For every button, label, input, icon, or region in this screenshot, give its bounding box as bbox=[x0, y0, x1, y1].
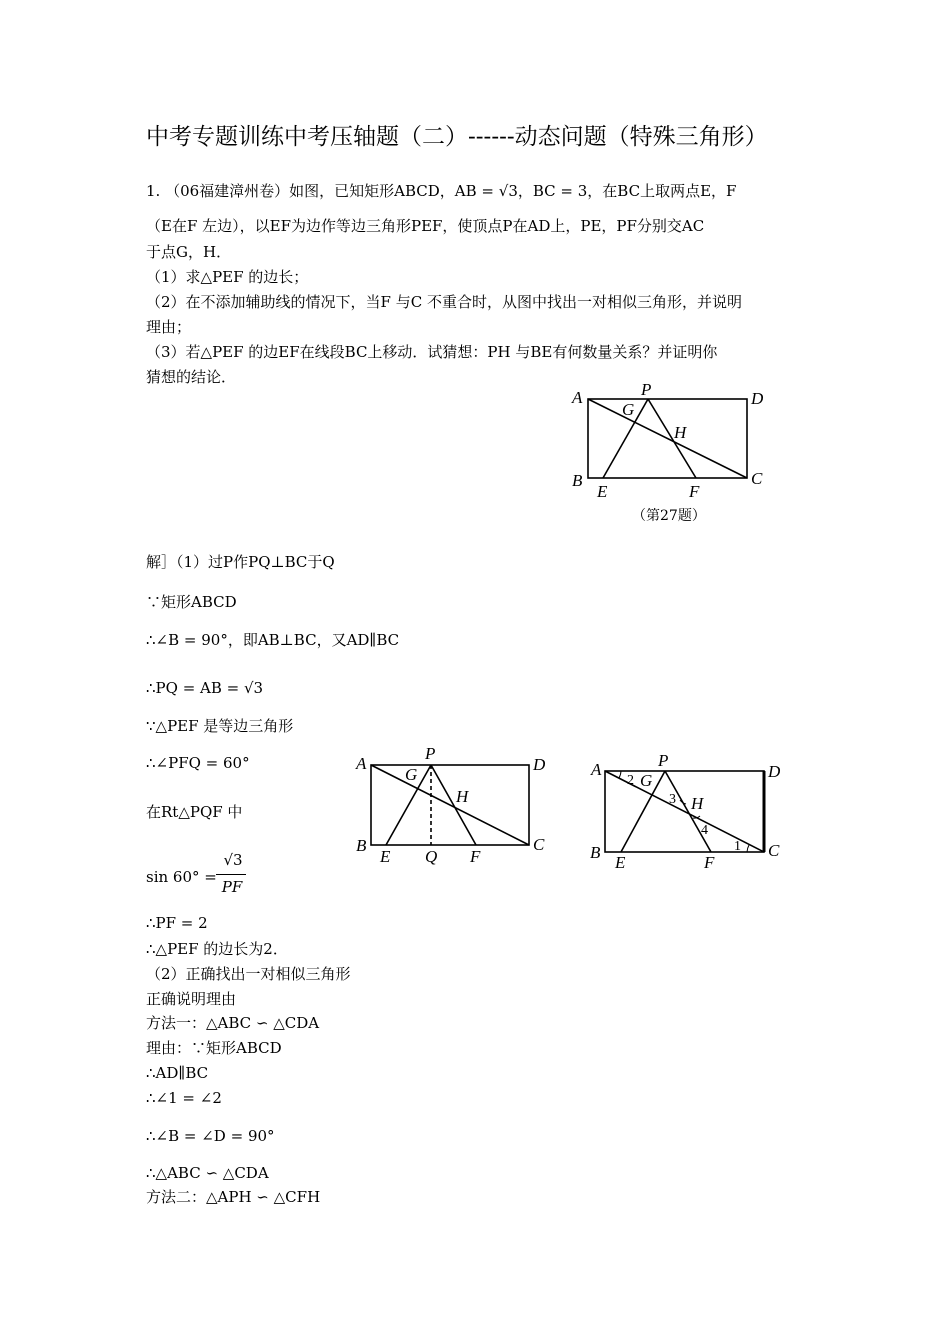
solution-line-18: ∴△ABC ∽ △CDA bbox=[146, 1164, 269, 1182]
fig2-label-p: P bbox=[425, 744, 436, 763]
solution-line-15: ∴AD∥BC bbox=[146, 1064, 209, 1082]
problem-line-7: （3）若△PEF 的边EF在线段BC上移动．试猜想：PH 与BE有何数量关系？并证明你 bbox=[146, 343, 718, 361]
solution-line-11: （2）正确找出一对相似三角形 bbox=[146, 965, 351, 983]
fig2-label-d: D bbox=[533, 755, 546, 774]
fig1-label-p: P bbox=[641, 380, 652, 399]
page-title: 中考专题训练中考压轴题（二）------动态问题（特殊三角形） bbox=[146, 124, 768, 150]
fig1-label-d: D bbox=[751, 389, 764, 408]
fig3-label-p: P bbox=[658, 751, 669, 770]
fig2-label-a: A bbox=[356, 754, 367, 773]
fig3-label-b: B bbox=[590, 843, 601, 862]
solution-line-6: ∴∠PFQ = 60° bbox=[146, 754, 250, 772]
solution-line-4: ∴PQ = AB = √3 bbox=[146, 679, 264, 697]
fig2-label-e: E bbox=[380, 847, 391, 866]
fig3-angle-4: 4 bbox=[701, 823, 708, 838]
fig1-label-e: E bbox=[597, 482, 608, 501]
solution-line-12: 正确说明理由 bbox=[146, 990, 237, 1008]
fig1-label-f: F bbox=[689, 482, 700, 501]
solution-line-19: 方法二：△APH ∽ △CFH bbox=[146, 1188, 321, 1206]
problem-line-6: 理由； bbox=[146, 318, 192, 336]
solution-line-10: ∴△PEF 的边长为2． bbox=[146, 940, 288, 958]
figure-caption: （第27题） bbox=[632, 508, 706, 524]
fig3-angle-3: 3 bbox=[669, 792, 676, 807]
fig3-label-f: F bbox=[704, 853, 715, 872]
fig3-label-a: A bbox=[591, 760, 602, 779]
fig2-label-h: H bbox=[456, 787, 469, 806]
fig1-label-h: H bbox=[674, 423, 687, 442]
problem-line-4: （1）求△PEF 的边长； bbox=[146, 268, 309, 286]
fig1-label-b: B bbox=[572, 471, 583, 490]
solution-line-2: ∵矩形ABCD bbox=[146, 593, 237, 611]
fig3-label-c: C bbox=[768, 841, 780, 860]
fig3-label-g: G bbox=[640, 771, 653, 790]
solution-line-13: 方法一：△ABC ∽ △CDA bbox=[146, 1014, 320, 1032]
fig1-label-a: A bbox=[572, 388, 583, 407]
fig1-label-c: C bbox=[751, 469, 763, 488]
fig2-label-f: F bbox=[470, 847, 481, 866]
problem-line-2: （E在F 左边），以EF为边作等边三角形PEF，使顶点P在AD上，PE，PF分别交AC bbox=[146, 217, 705, 235]
fig3-label-d: D bbox=[768, 762, 781, 781]
problem-line-8: 猜想的结论． bbox=[146, 368, 237, 386]
fig3-angle-2: 2 bbox=[627, 773, 634, 788]
solution-line-1: 解］（1）过P作PQ⊥BC于Q bbox=[146, 553, 335, 571]
fig2-label-c: C bbox=[533, 835, 545, 854]
solution-line-3: ∴∠B = 90°，即AB⊥BC，又AD∥BC bbox=[146, 631, 400, 649]
problem-line-1: 1. （06福建漳州卷）如图，已知矩形ABCD，AB = √3，BC = 3，在BC上取两点E，F bbox=[146, 182, 737, 200]
fig2-label-g: G bbox=[405, 765, 418, 784]
problem-line-5: （2）在不添加辅助线的情况下，当F 与C 不重合时，从图中找出一对相似三角形，并说明 bbox=[146, 293, 742, 311]
solution-line-17: ∴∠B = ∠D = 90° bbox=[146, 1127, 275, 1145]
solution-line-16: ∴∠1 = ∠2 bbox=[146, 1089, 222, 1107]
fig3-angle-1: 1 bbox=[734, 839, 741, 854]
fraction-numerator: √3 bbox=[223, 851, 243, 869]
fig3-label-e: E bbox=[615, 853, 626, 872]
solution-line-14: 理由：∵矩形ABCD bbox=[146, 1039, 282, 1057]
fig1-label-g: G bbox=[622, 400, 635, 419]
solution-line-5: ∵△PEF 是等边三角形 bbox=[146, 717, 294, 735]
fig3-label-h: H bbox=[691, 794, 704, 813]
fig2-label-b: B bbox=[356, 836, 367, 855]
solution-line-9: ∴PF = 2 bbox=[146, 914, 208, 932]
fig2-label-q: Q bbox=[425, 847, 438, 866]
solution-line-8-left: sin 60° = bbox=[146, 868, 217, 886]
solution-line-7: 在Rt△PQF 中 bbox=[146, 803, 243, 821]
problem-line-3: 于点G，H． bbox=[146, 243, 232, 261]
fraction-denominator: PF bbox=[221, 878, 243, 896]
